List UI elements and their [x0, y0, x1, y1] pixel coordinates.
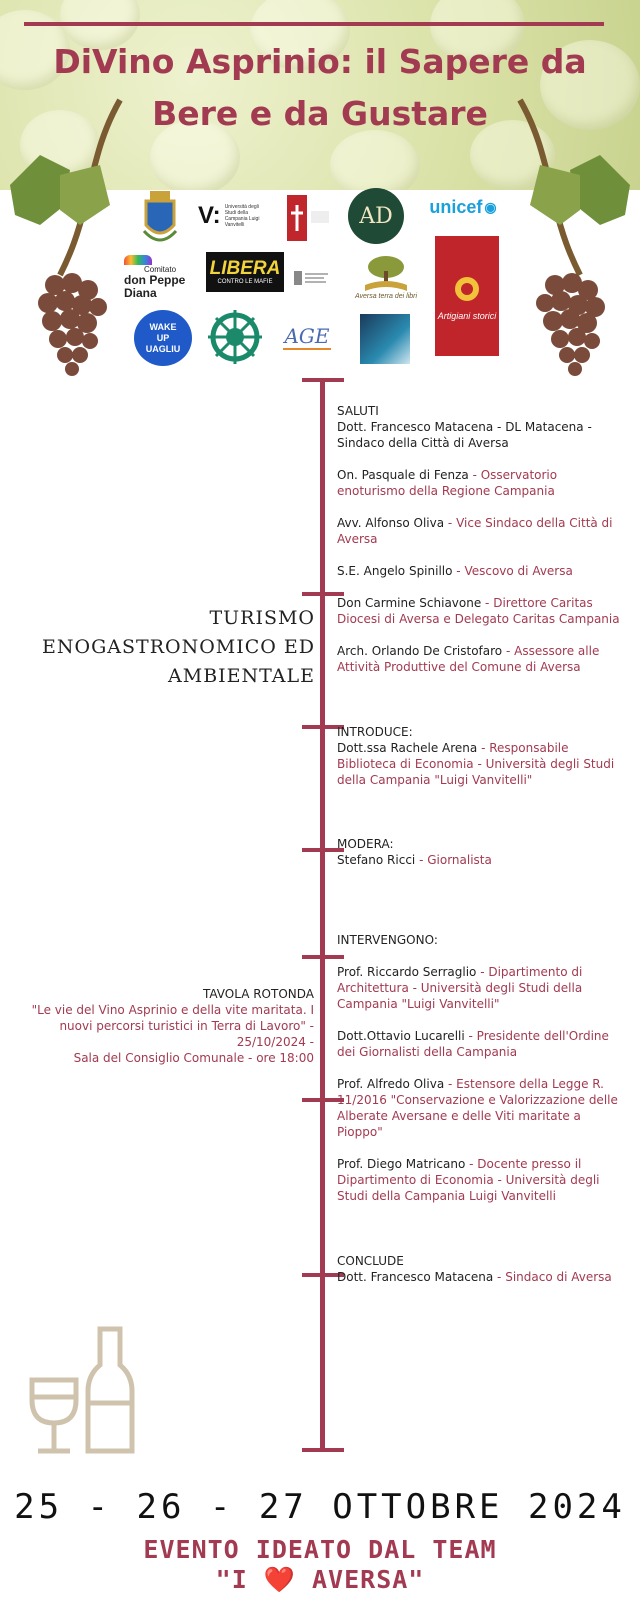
wine-glass-icon	[32, 1380, 76, 1451]
intervengono-entry-3: Prof. Alfredo Oliva - Estensore della Legge R. 11/2016 "Conservazione e Valorizzazione delle Alberate Aversane e delle Viti maritate a Pioppo"	[337, 1077, 618, 1139]
intervengono-entry-2: Dott.Ottavio Lucarelli - Presidente dell'Ordine dei Giornalisti della Campania	[337, 1029, 609, 1059]
introduce-entry: INTRODUCE: Dott.ssa Rachele Arena - Responsabile Biblioteca di Economia - Università degli Studi della Campania "Luigi Vanvitelli"	[337, 725, 615, 787]
saluti-entry-3: Avv. Alfonso Oliva - Vice Sindaco della Città di Aversa	[337, 516, 613, 546]
sponsor-logos	[120, 188, 520, 368]
timeline-line	[320, 378, 325, 1452]
tavola-title: TAVOLA ROTONDA	[202, 987, 314, 1001]
archivio-logo	[293, 268, 329, 288]
intervengono-label: INTERVENGONO:	[337, 933, 438, 947]
event-dates: 25 - 26 - 27 OTTOBRE 2024	[14, 1487, 626, 1527]
grape-vine-icon	[0, 95, 125, 385]
saluti-entry-5: Don Carmine Schiavone - Direttore Caritas Diocesi di Aversa e Delegato Caritas Campania	[337, 596, 620, 626]
age-logo: AGE	[284, 324, 330, 348]
timeline-tick	[302, 955, 344, 959]
ad-association-logo: AD	[348, 188, 404, 244]
heart-icon: ❤️	[263, 1565, 296, 1594]
intervengono-entry-4: Prof. Diego Matricano - Docente presso il Dipartimento di Economia - Università degli Studi della Campania Luigi Vanvitelli	[337, 1157, 600, 1203]
blue-square-logo	[360, 314, 410, 364]
introduce-label: INTRODUCE:	[337, 725, 413, 739]
saluti-entry-4: S.E. Angelo Spinillo - Vescovo di Aversa	[337, 564, 573, 578]
saluti-label: SALUTI	[337, 404, 379, 418]
conclude-entry: CONCLUDE Dott. Francesco Matacena - Sindaco di Aversa	[337, 1254, 612, 1284]
aversa-coat-of-arms-logo	[138, 190, 182, 248]
universita-vanvitelli-logo: V: Università degli Studi della Campania Luigi Vanvitelli	[198, 202, 260, 229]
unicef-logo: unicef ◉	[429, 196, 497, 217]
title-line-2: Bere e da Gustare	[152, 94, 488, 133]
conclude-label: CONCLUDE	[337, 1254, 404, 1268]
casartigiani-logo	[206, 308, 264, 366]
caritas-logo	[285, 193, 333, 243]
wake-up-uagliu-logo: WAKE UP UAGLIU	[134, 310, 192, 366]
saluti-entry-6: Arch. Orlando De Cristofaro - Assessore alle Attività Produttive del Comune di Aversa	[337, 644, 600, 674]
timeline-cap-bottom	[302, 1448, 344, 1452]
tavola-rotonda: TAVOLA ROTONDA "Le vie del Vino Asprinio e della vite maritata. I nuovi percorsi turistici in Terra di Lavoro" - 25/10/2024 - Sala del Consiglio Comunale - ore 18:00	[31, 987, 314, 1065]
wine-bottle-icon	[88, 1329, 132, 1451]
grape-vine-icon	[515, 95, 640, 385]
title-line-1: DiVino Asprinio: il Sapere da	[53, 42, 587, 81]
wine-glass-bottle-icon	[28, 1325, 138, 1455]
top-rule	[24, 22, 604, 26]
aversa-terra-dei-libri-logo: Aversa terra dei libri	[354, 248, 418, 306]
saluti-entry-2: On. Pasquale di Fenza - Osservatorio enoturismo della Regione Campania	[337, 468, 558, 498]
libera-logo: LIBERA CONTRO LE MAFIE	[206, 252, 284, 292]
modera-entry: MODERA: Stefano Ricci - Giornalista	[337, 837, 492, 867]
modera-label: MODERA:	[337, 837, 394, 851]
section-title: TURISMO ENOGASTRONOMICO ED AMBIENTALE	[42, 607, 315, 687]
artigiani-storici-logo: Artigiani storici	[435, 236, 499, 356]
intervengono-entry-1: Prof. Riccardo Serraglio - Dipartimento di Architettura - Università degli Studi della Campania "Luigi Vanvitelli"	[337, 965, 583, 1011]
saluti-entry-1: SALUTI Dott. Francesco Matacena - DL Matacena - Sindaco della Città di Aversa	[337, 404, 592, 450]
don-peppe-diana-logo: Comitato don Peppe Diana	[124, 254, 202, 300]
team-credit: EVENTO IDEATO DAL TEAM "I ❤️ AVERSA"	[143, 1535, 497, 1594]
timeline-cap-top	[302, 378, 344, 382]
